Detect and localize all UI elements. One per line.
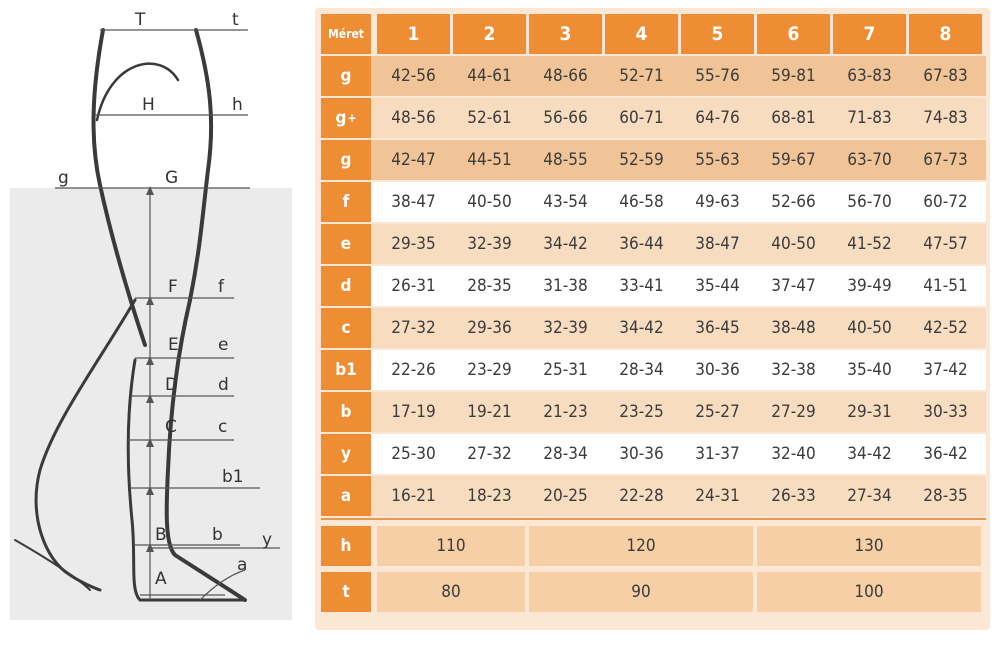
table-cell: 68-81 [771,108,816,128]
table-cell: 23-29 [467,360,512,380]
footer-row [315,572,990,612]
row-label [321,98,371,138]
label-e: e [218,335,229,355]
table-row [315,350,990,390]
table-cell: 30-33 [923,402,968,422]
row-label-text: b1 [335,360,357,380]
section-divider [321,518,986,520]
label-t: t [232,10,239,30]
table-cell: 52-71 [619,66,664,86]
table-cell: 37-47 [771,276,816,296]
row-label [321,392,371,432]
table-cell: 38-47 [391,192,436,212]
table-cell: 60-71 [619,108,664,128]
footer-cell: 80 [377,572,525,612]
table-cell: 39-49 [847,276,892,296]
table-cell: 52-61 [467,108,512,128]
table-cell: 25-30 [391,444,436,464]
table-cell: 34-42 [619,318,664,338]
label-A: A [155,569,167,589]
table-cell: 26-31 [391,276,436,296]
label-C: C [165,417,177,437]
label-d: d [218,375,229,395]
table-row [315,308,990,348]
size-header: 6 [757,14,830,54]
row-label: h [321,526,371,566]
table-cell: 41-51 [923,276,968,296]
table-cell: 74-83 [923,108,968,128]
table-cell: 30-36 [619,444,664,464]
label-G: G [165,168,179,188]
label-D: D [165,375,179,395]
table-cell: 40-50 [771,234,816,254]
table-cell: 29-36 [467,318,512,338]
size-header: 7 [833,14,906,54]
row-label-text: g [340,150,352,170]
row-label-text: g [335,108,347,128]
table-cell: 56-66 [543,108,588,128]
label-T: T [135,10,146,30]
label-b1: b1 [222,467,244,487]
table-cell: 19-21 [467,402,512,422]
row-label [321,140,371,180]
table-cell: 59-81 [771,66,816,86]
table-cell: 27-29 [771,402,816,422]
table-cell: 63-70 [847,150,892,170]
table-cell: 60-72 [923,192,968,212]
table-cell: 52-59 [619,150,664,170]
row-label [321,434,371,474]
table-cell: 29-35 [391,234,436,254]
table-cell: 36-44 [619,234,664,254]
table-cell: 31-37 [695,444,740,464]
size-header: 3 [529,14,602,54]
table-cell: 36-45 [695,318,740,338]
row-label [321,308,371,348]
table-cell: 27-32 [391,318,436,338]
table-cell: 34-42 [847,444,892,464]
table-cell: 28-34 [619,360,664,380]
table-cell: 41-52 [847,234,892,254]
table-cell: 71-83 [847,108,892,128]
table-cell: 67-73 [923,150,968,170]
footer-cell: 120 [529,526,753,566]
label-g: g [58,168,69,188]
table-row [315,98,990,138]
table-cell: 32-39 [467,234,512,254]
table-row [315,56,990,96]
leg-measurement-diagram [0,0,310,645]
table-cell: 27-34 [847,486,892,506]
table-cell: 40-50 [467,192,512,212]
table-cell: 32-40 [771,444,816,464]
table-cell: 25-31 [543,360,588,380]
table-cell: 25-27 [695,402,740,422]
table-row [315,392,990,432]
label-a: a [237,555,248,575]
header-row [315,14,990,54]
row-label-text: c [341,318,351,338]
row-label [321,182,371,222]
table-cell: 32-39 [543,318,588,338]
table-cell: 36-42 [923,444,968,464]
table-cell: 23-25 [619,402,664,422]
label-h: h [232,95,243,115]
table-cell: 38-48 [771,318,816,338]
row-label-text: a [340,486,352,506]
corner-label: Méret [321,14,371,54]
row-label: t [321,572,371,612]
size-header: 4 [605,14,678,54]
table-cell: 16-21 [391,486,436,506]
table-cell: 55-76 [695,66,740,86]
footer-row [315,526,990,566]
row-label [321,266,371,306]
label-y: y [262,530,273,550]
table-cell: 44-61 [467,66,512,86]
row-label [321,224,371,264]
table-cell: 43-54 [543,192,588,212]
table-cell: 35-44 [695,276,740,296]
table-cell: 35-40 [847,360,892,380]
size-header: 1 [377,14,450,54]
table-cell: 29-31 [847,402,892,422]
table-row [315,140,990,180]
table-cell: 48-56 [391,108,436,128]
table-cell: 33-41 [619,276,664,296]
size-header: 8 [909,14,982,54]
table-cell: 63-83 [847,66,892,86]
table-cell: 52-66 [771,192,816,212]
table-cell: 67-83 [923,66,968,86]
table-cell: 38-47 [695,234,740,254]
table-cell: 27-32 [467,444,512,464]
footer-cell: 110 [377,526,525,566]
size-table [315,8,990,630]
table-cell: 20-25 [543,486,588,506]
table-cell: 42-56 [391,66,436,86]
table-cell: 34-42 [543,234,588,254]
label-H: H [142,95,155,115]
row-label [321,350,371,390]
table-cell: 47-57 [923,234,968,254]
row-label-text: g [340,66,352,86]
row-label-text: b [340,402,352,422]
table-cell: 28-35 [923,486,968,506]
table-cell: 49-63 [695,192,740,212]
table-cell: 42-52 [923,318,968,338]
table-cell: 46-58 [619,192,664,212]
label-b: b [212,525,223,545]
table-cell: 48-55 [543,150,588,170]
table-cell: 31-38 [543,276,588,296]
table-cell: 28-35 [467,276,512,296]
row-label-sup: + [347,111,357,125]
label-B: B [155,525,167,545]
table-cell: 64-76 [695,108,740,128]
table-cell: 26-33 [771,486,816,506]
footer-cell: 100 [757,572,981,612]
table-row [315,224,990,264]
table-cell: 28-34 [543,444,588,464]
table-cell: 48-66 [543,66,588,86]
table-cell: 30-36 [695,360,740,380]
size-header: 5 [681,14,754,54]
table-cell: 40-50 [847,318,892,338]
label-F: F [168,277,178,297]
table-row [315,266,990,306]
table-cell: 42-47 [391,150,436,170]
row-label-text: e [340,234,352,254]
table-cell: 55-63 [695,150,740,170]
row-label [321,476,371,516]
table-row [315,476,990,516]
row-label-text: d [340,276,352,296]
table-cell: 24-31 [695,486,740,506]
table-cell: 22-26 [391,360,436,380]
table-cell: 17-19 [391,402,436,422]
table-row [315,182,990,222]
footer-cell: 130 [757,526,981,566]
table-cell: 22-28 [619,486,664,506]
table-row [315,434,990,474]
table-cell: 21-23 [543,402,588,422]
row-label-text: f [342,192,350,212]
table-cell: 37-42 [923,360,968,380]
table-cell: 18-23 [467,486,512,506]
row-label-text: y [341,444,351,464]
table-cell: 32-38 [771,360,816,380]
table-cell: 59-67 [771,150,816,170]
table-cell: 56-70 [847,192,892,212]
size-header: 2 [453,14,526,54]
label-c: c [218,417,228,437]
row-label [321,56,371,96]
table-cell: 44-51 [467,150,512,170]
label-E: E [168,335,179,355]
label-f: f [218,277,224,297]
footer-cell: 90 [529,572,753,612]
